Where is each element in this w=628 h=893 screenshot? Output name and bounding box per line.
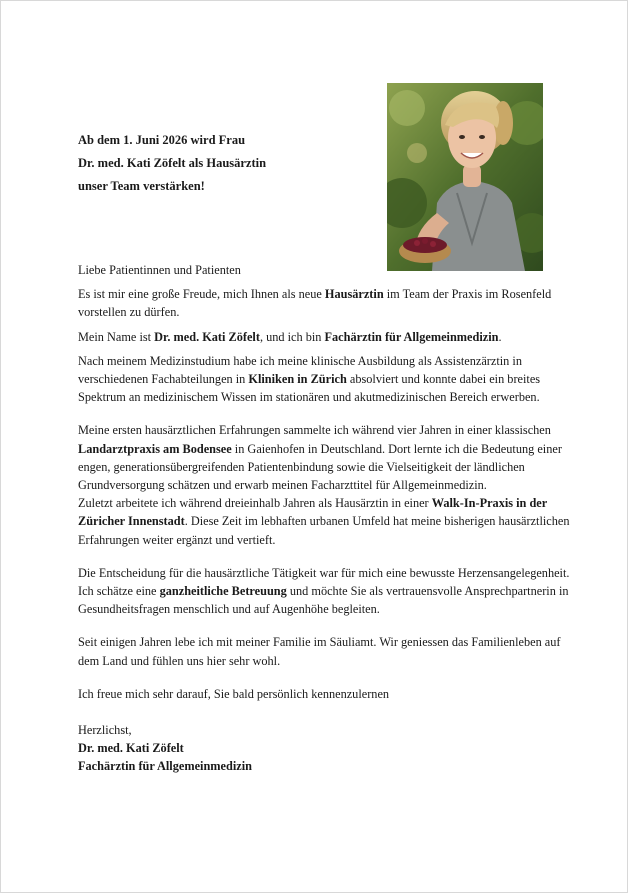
paragraph-closing: Ich freue mich sehr darauf, Sie bald persönlich kennenzulernen <box>78 686 390 701</box>
paragraph-intro: Es ist mir eine große Freude, mich Ihnen als neue Hausärztin im Team der Praxis im Rosenfeld vorstellen zu dürfen. <box>78 287 552 320</box>
letter-body <box>78 261 578 776</box>
signature-title: Fachärztin für Allgemeinmedizin <box>78 759 252 774</box>
paragraph-education: Nach meinem Medizinstudium habe ich meine klinische Ausbildung als Assistenzärztin in verschiedenen Fachabteilungen in Kliniken in Zürich absolviert und konnte dabei ein breites Spektrum an medizinischem Wissen im stationären und akutmedizinischen Bereich erwerben. <box>78 353 541 405</box>
paragraph-experience-2: Zuletzt arbeitete ich während dreieinhalb Jahren als Hausärztin in einer Walk-In-Praxis in der Züricher Innenstadt. Diese Zeit im lebhaften urbanen Umfeld hat meine bisherigen hausärztlichen Erfahrungen weiter ergänzt und vertieft. <box>78 496 570 547</box>
heading-line-2: Dr. med. Kati Zöfelt als Hausärztin <box>78 156 267 170</box>
salutation: Herzlichst, <box>78 723 132 738</box>
paragraph-name: Mein Name ist Dr. med. Kati Zöfelt, und ich bin Fachärztin für Allgemeinmedizin. <box>78 329 502 344</box>
portrait-photo <box>387 83 543 271</box>
heading-line-3: unser Team verstärken! <box>78 179 205 193</box>
heading-line-1: Ab dem 1. Juni 2026 wird Frau <box>78 133 246 147</box>
paragraph-experience-1: Meine ersten hausärztlichen Erfahrungen sammelte ich während vier Jahren in einer klassischen Landarztpraxis am Bodensee in Gaienhofen in Deutschland. Dort lernte ich die Bedeutung einer engen, generationsübergreifenden Patientenbindung sowie die Vielseitigkeit der ländlichen Grundversorgung schätzen und erwarb meinen Facharzttitel für Allgemeinmedizin. <box>78 423 562 493</box>
signature-name: Dr. med. Kati Zöfelt <box>78 741 184 756</box>
portrait-photo-icon <box>387 83 543 271</box>
paragraph-family: Seit einigen Jahren lebe ich mit meiner Familie im Säuliamt. Wir geniessen das Familienleben auf dem Land und fühlen uns hier sehr wohl. <box>78 635 561 668</box>
announcement-heading <box>78 129 378 198</box>
greeting: Liebe Patientinnen und Patienten <box>78 263 241 277</box>
paragraph-motivation: Die Entscheidung für die hausärztliche Tätigkeit war für mich eine bewusste Herzensangelegenheit. Ich schätze eine ganzheitliche Betreuung und möchte Sie als vertrauensvolle Ansprechpartnerin in Gesundheitsfragen menschlich und auf Augenhöhe begleiten. <box>78 565 570 617</box>
